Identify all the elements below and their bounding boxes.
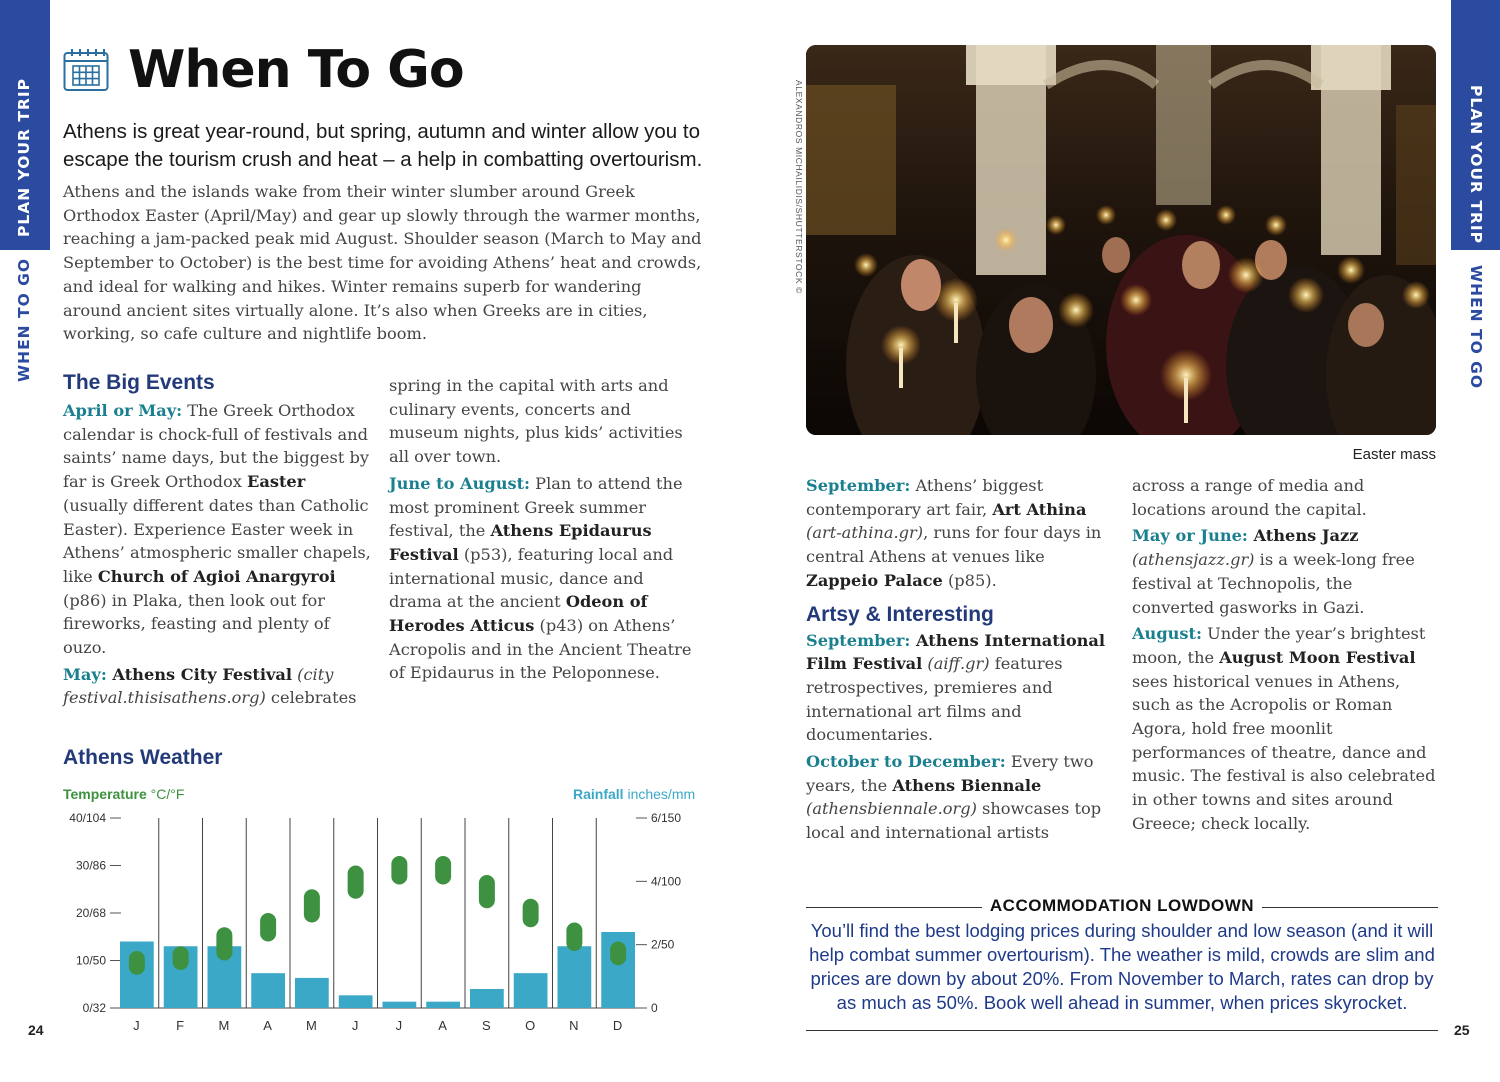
- right-page-label: WHEN TO GO: [1467, 265, 1485, 390]
- temperature-range: [260, 913, 276, 942]
- big-events-heading: The Big Events: [63, 371, 215, 394]
- rainfall-bar: [339, 995, 373, 1008]
- month-label: A: [438, 1018, 448, 1033]
- event-may-continued: spring in the capital with arts and culinary events, concerts and museum nights, plus kids’ activities all over town.: [389, 376, 683, 467]
- left-tick-label: 10/50: [75, 953, 106, 968]
- event-june-august: June to August: Plan to attend the most prominent Greek summer festival, the Athens Epidaurus Festival (p53), featuring local and international music, dance and drama at the ancient Odeon of Herodes Atticus (p43) on Athens’ Acropolis and in the Ancient Theatre of Epidaurus in the Peloponnese.: [389, 473, 692, 683]
- biennale-continued: across a range of media and locations around the capital.: [1132, 476, 1367, 519]
- month-label: A: [263, 1018, 273, 1033]
- big-events-column-1: [63, 371, 373, 710]
- accommodation-text: You’ll find the best lodging prices during shoulder and low season (and it will help combat summer overtourism). The weather is mild, crowds are slim and prices are down by about 20%. From November to March, rates can drop by as much as 50%. Book well ahead in summer, when prices skyrocket.: [809, 920, 1435, 1013]
- month-label: J: [133, 1018, 141, 1033]
- event-august-moon: August: Under the year’s brightest moon, the August Moon Festival sees historical venues in Athens, such as the Acropolis or Roman Agora, hold free moonlit performances of theatre, dance and music. The festival is also celebrated in other towns and sites around Greece; check locally.: [1132, 624, 1436, 833]
- temperature-range: [129, 951, 145, 975]
- temperature-range: [523, 899, 539, 928]
- page-title: When To Go: [128, 40, 464, 100]
- temperature-range: [304, 889, 320, 922]
- photo-credit: ALEXANDROS MICHAILIDIS/SHUTTERSTOCK ©: [794, 80, 804, 294]
- big-events-column-2: [389, 374, 699, 685]
- month-label: F: [176, 1018, 186, 1033]
- month-label: N: [569, 1018, 580, 1033]
- left-tick-label: 20/68: [75, 906, 106, 920]
- left-section-label: PLAN YOUR TRIP: [15, 77, 33, 237]
- rainfall-bar: [470, 989, 504, 1008]
- rainfall-bar: [383, 1002, 417, 1008]
- temperature-range: [566, 923, 582, 952]
- event-april-may: April or May: The Greek Orthodox calendar is chock-full of festivals and saints’ name days, but the biggest by far is Greek Orthodox Easter (usually different dates than Catholic Easter). Experience Easter week in Athens’ atmospheric smaller chapels, like Church of Agioi Anargyroi (p86) in Plaka, then look out for fireworks, feasting and plenty of ouzo.: [63, 401, 371, 658]
- month-label: O: [525, 1018, 537, 1033]
- temperature-range: [391, 856, 407, 885]
- left-tick-label: 30/86: [75, 858, 106, 873]
- accommodation-box: [806, 896, 1438, 1032]
- left-tick-label: 0/32: [82, 1001, 106, 1015]
- weather-chart: [60, 780, 700, 1050]
- lede-paragraph: Athens is great year-round, but spring, autumn and winter allow you to escape the tourism crush and heat – a help in combatting overtourism.: [63, 120, 703, 171]
- right-column-1: [806, 474, 1116, 845]
- rainfall-legend: Rainfall inches/mm: [573, 786, 696, 802]
- rainfall-bar: [251, 973, 285, 1008]
- month-label: D: [612, 1018, 624, 1033]
- temperature-range: [435, 856, 451, 885]
- rainfall-bar: [514, 973, 548, 1008]
- artsy-heading: Artsy & Interesting: [806, 602, 994, 626]
- month-label: M: [305, 1018, 318, 1033]
- temperature-range: [348, 866, 364, 899]
- temperature-range: [216, 927, 232, 960]
- left-tick-label: 40/104: [69, 811, 106, 825]
- event-september-film: September: Athens International Film Festival (aiff.gr) features retrospectives, premieres and international art films and documentaries.: [806, 630, 1106, 745]
- month-label: J: [395, 1018, 404, 1033]
- event-october-december: October to December: Every two years, the Athens Biennale (athensbiennale.org) showcases top local and international artists: [806, 752, 1102, 843]
- event-may-june-jazz: May or June: Athens Jazz (athensjazz.gr) is a week-long free festival at Technopolis, the converted gasworks in Gazi.: [1132, 526, 1415, 617]
- temperature-range: [173, 946, 189, 970]
- easter-mass-photo: [806, 45, 1436, 435]
- left-page-label: WHEN TO GO: [15, 257, 33, 382]
- month-label: J: [351, 1018, 360, 1033]
- event-september-art: September: Athens’ biggest contemporary art fair, Art Athina (art-athina.gr), runs for four days in central Athens at venues like Zappeio Palace (p85).: [806, 476, 1102, 590]
- calendar-icon: [63, 48, 109, 92]
- month-label: M: [218, 1018, 231, 1033]
- right-tick-label: 4/100: [651, 874, 682, 889]
- rainfall-bar: [426, 1002, 460, 1008]
- right-tick-label: 6/150: [651, 811, 682, 825]
- temperature-range: [479, 875, 495, 908]
- rainfall-bar: [295, 978, 329, 1008]
- intro-paragraph: Athens and the islands wake from their winter slumber around Greek Orthodox Easter (April/May) and gear up slowly through the warmer months, reaching a jam-packed peak mid August. Shoulder season (March to May and September to October) is the best time for avoiding Athens’ heat and crowds, and ideal for walking and hikes. Winter remains superb for wandering around ancient sites virtually alone. It’s also when Greeks are in cities, working, so cafe culture and nightlife boom.: [63, 182, 702, 344]
- rainfall-bar: [558, 946, 592, 1008]
- weather-heading: Athens Weather: [63, 746, 223, 769]
- page-number-right: 25: [1454, 1022, 1470, 1038]
- right-tick-label: 0: [651, 1001, 658, 1015]
- right-column-2: [1132, 474, 1437, 836]
- box-bottom-rule: [806, 1030, 1438, 1031]
- temperature-legend: Temperature °C/°F: [63, 786, 185, 802]
- month-label: S: [482, 1018, 492, 1033]
- right-section-label: PLAN YOUR TRIP: [1467, 85, 1485, 245]
- temperature-range: [610, 942, 626, 966]
- page-number-left: 24: [28, 1022, 44, 1038]
- photo-caption: Easter mass: [1352, 446, 1436, 463]
- accommodation-title: ACCOMMODATION LOWDOWN: [982, 896, 1262, 915]
- event-may: May: Athens City Festival (city festival.thisisathens.org) celebrates: [63, 664, 357, 708]
- right-tick-label: 2/50: [651, 937, 675, 952]
